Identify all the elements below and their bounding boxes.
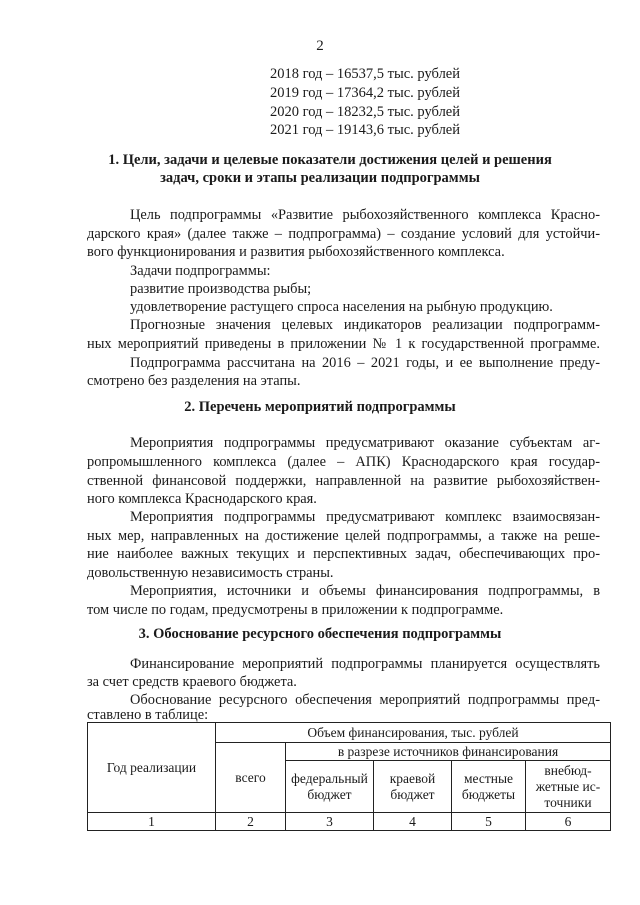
table-header-year: Год реализации bbox=[88, 723, 216, 813]
table-header-group: Объем финансирования, тыс. рублей bbox=[216, 723, 611, 743]
section2-line-2: ропромышленного комплекса (далее – АПК) Краснодарского края государ- bbox=[87, 454, 600, 470]
section3-line-1: Финансирование мероприятий подпрограммы планируется осуществлять bbox=[130, 656, 600, 672]
table-col-number: 2 bbox=[216, 813, 286, 831]
table-col-number: 5 bbox=[452, 813, 526, 831]
section2-line-1: Мероприятия подпрограммы предусматривают оказание субъектам аг- bbox=[130, 435, 600, 451]
section2-line-3: ственной финансовой поддержки, направленной на развитие рыбохозяйствен- bbox=[87, 473, 600, 489]
section2-line-5: Мероприятия подпрограммы предусматривают комплекс взаимосвязан- bbox=[130, 509, 600, 525]
section3-title: 3. Обоснование ресурсного обеспечения подпрограммы bbox=[138, 626, 502, 642]
section3-line-3: Обоснование ресурсного обеспечения мероприятий подпрограммы пред- bbox=[130, 692, 600, 708]
table-header-federal: федеральный бюджет bbox=[286, 761, 374, 813]
table-header-subgroup: в разрезе источников финансирования bbox=[286, 743, 611, 761]
table-col-number: 1 bbox=[88, 813, 216, 831]
section1-line-4: Задачи подпрограммы: bbox=[130, 263, 271, 279]
table-header-regional: краевой бюджет bbox=[374, 761, 452, 813]
section2-line-9: Мероприятия, источники и объемы финансирования подпрограммы, в bbox=[130, 583, 600, 599]
financing-year-2020: 2020 год – 18232,5 тыс. рублей bbox=[270, 104, 461, 120]
financing-table bbox=[87, 722, 611, 831]
table-col-number: 3 bbox=[286, 813, 374, 831]
section1-line-8: ных мероприятий приведены в приложении № 1 к государственной программе. bbox=[87, 336, 600, 352]
section2-title: 2. Перечень мероприятий подпрограммы bbox=[184, 399, 456, 415]
table-header-total: всего bbox=[216, 743, 286, 813]
section3-line-4: ставлено в таблице: bbox=[87, 707, 209, 723]
section1-line-7: Прогнозные значения целевых индикаторов реализации подпрограмм- bbox=[130, 317, 600, 333]
section1-line-3: вого функционирования и развития рыбохозяйственного комплекса. bbox=[87, 244, 505, 260]
table-header-extra: внебюд-жетные ис-точники bbox=[526, 761, 611, 813]
section1-line-1: Цель подпрограммы «Развитие рыбохозяйственного комплекса Красно- bbox=[130, 207, 600, 223]
section1-line-9: Подпрограмма рассчитана на 2016 – 2021 годы, и ее выполнение преду- bbox=[130, 355, 600, 371]
section1-line-2: дарского края» (далее также – подпрограмма) – создание условий для устойчи- bbox=[87, 226, 600, 242]
financing-year-2018: 2018 год – 16537,5 тыс. рублей bbox=[270, 66, 461, 82]
table-header-local: местные бюджеты bbox=[452, 761, 526, 813]
section2-line-10: том числе по годам, предусмотрены в приложении к подпрограмме. bbox=[87, 602, 504, 618]
table-col-number: 4 bbox=[374, 813, 452, 831]
section1-title-line2: задач, сроки и этапы реализации подпрограммы bbox=[160, 170, 480, 186]
page-number: 2 bbox=[316, 38, 324, 54]
financing-year-2021: 2021 год – 19143,6 тыс. рублей bbox=[270, 122, 461, 138]
section2-line-7: ние наиболее важных текущих и перспективных задач, обеспечивающих про- bbox=[87, 546, 600, 562]
financing-year-2019: 2019 год – 17364,2 тыс. рублей bbox=[270, 85, 461, 101]
section1-title-line1: 1. Цели, задачи и целевые показатели достижения целей и решения bbox=[108, 152, 552, 168]
section2-line-4: ного комплекса Краснодарского края. bbox=[87, 491, 317, 507]
section1-line-6: удовлетворение растущего спроса населения на рыбную продукцию. bbox=[130, 299, 553, 315]
section2-line-6: ных мер, направленных на достижение целей подпрограммы, а также на реше- bbox=[87, 528, 600, 544]
table-col-number: 6 bbox=[526, 813, 611, 831]
section1-line-5: развитие производства рыбы; bbox=[130, 281, 312, 297]
section1-line-10: смотрено без разделения на этапы. bbox=[87, 373, 301, 389]
section3-line-2: за счет средств краевого бюджета. bbox=[87, 674, 297, 690]
section2-line-8: довольственную независимость страны. bbox=[87, 565, 334, 581]
